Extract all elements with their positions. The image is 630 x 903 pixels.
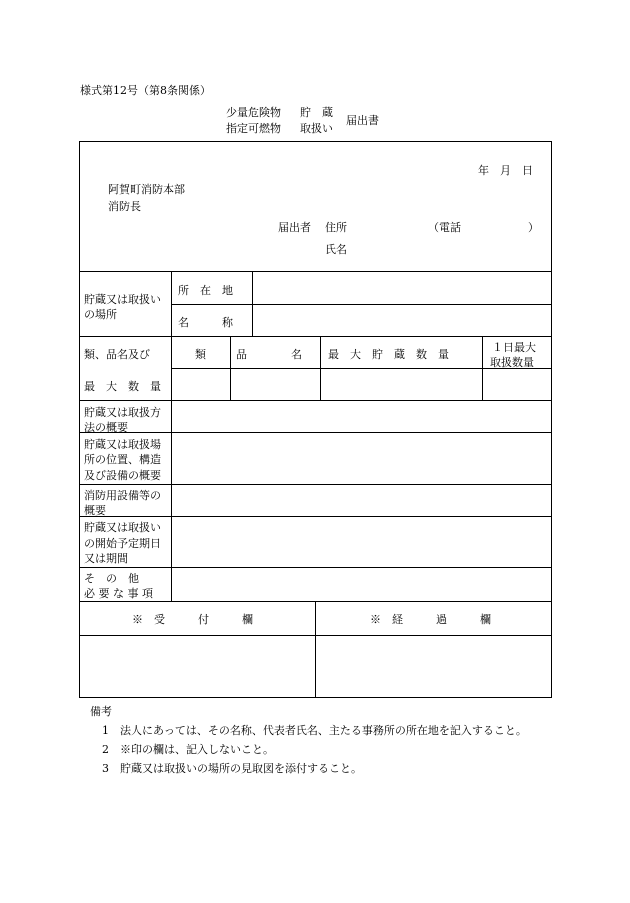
facility-line2: 所の位置、構造: [84, 453, 161, 466]
facility-line1: 貯蔵又は取扱場: [84, 438, 161, 451]
title-line1-right: 貯 蔵: [300, 106, 333, 119]
other-line1: そ の 他: [84, 572, 139, 585]
note-item: 2 ※印の欄は、記入しないこと。: [102, 743, 274, 756]
facility-line3: 及び設備の概要: [84, 469, 161, 482]
col-daily-line1: １日最大: [492, 341, 536, 354]
place-label-line2: の場所: [84, 308, 117, 321]
note-item: 3 貯蔵又は取扱いの場所の見取図を添付すること。: [102, 762, 362, 775]
period-line2: の開始予定期日: [84, 537, 161, 550]
name-field-label: 名 称: [178, 316, 233, 329]
col-max-storage: 最 大 貯 蔵 数 量: [328, 348, 449, 361]
form-number: 様式第12号（第8条関係）: [80, 84, 211, 97]
title-line2-left: 指定可燃物: [226, 122, 281, 135]
addressee-department: 阿賀町消防本部: [108, 183, 185, 196]
other-line2: 必 要 な 事 項: [84, 587, 153, 600]
progress-header: ※ 経 過 欄: [370, 613, 491, 626]
firefighting-line1: 消防用設備等の: [84, 489, 161, 502]
firefighting-line2: 概要: [84, 504, 106, 517]
addressee-chief: 消防長: [108, 200, 141, 213]
col-product: 品 名: [236, 348, 302, 361]
type-label-line1: 類、品名及び: [84, 348, 150, 361]
type-label-line2: 最 大 数 量: [84, 380, 161, 393]
period-line3: 又は期間: [84, 552, 128, 565]
phone-close: ）: [528, 221, 539, 234]
address-label: 住所: [325, 221, 347, 234]
place-label-line1: 貯蔵又は取扱い: [84, 293, 161, 306]
note-item: 1 法人にあっては、その名称、代表者氏名、主たる事務所の所在地を記入すること。: [102, 724, 527, 737]
col-class: 類: [195, 348, 206, 361]
title-suffix: 届出書: [346, 114, 379, 127]
col-daily-line2: 取扱数量: [490, 356, 534, 369]
date: 年 月 日: [478, 164, 533, 177]
title-line2-right: 取扱い: [300, 122, 333, 135]
applicant-label: 届出者: [278, 221, 311, 234]
method-line2: 法の概要: [84, 421, 128, 434]
reception-header: ※ 受 付 欄: [132, 613, 253, 626]
location-label: 所 在 地: [178, 284, 233, 297]
notes-heading: 備考: [90, 705, 112, 718]
title-line1-left: 少量危険物: [226, 106, 281, 119]
method-line1: 貯蔵又は取扱方: [84, 406, 161, 419]
phone-open: （電話: [428, 221, 461, 234]
name-label: 氏名: [325, 243, 347, 256]
period-line1: 貯蔵又は取扱い: [84, 521, 161, 534]
